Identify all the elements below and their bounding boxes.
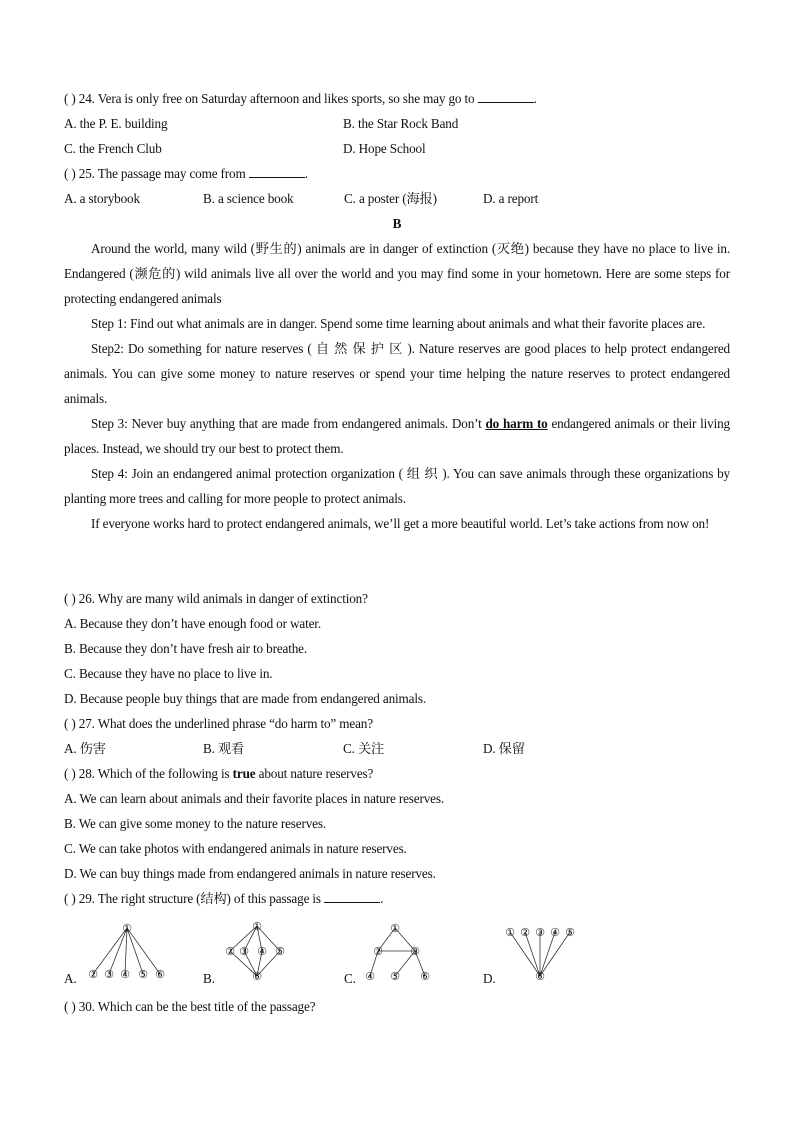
question-stem: 29. The right structure (结构) of this passage is	[75, 891, 325, 906]
structure-diagram-d[interactable]	[500, 920, 584, 986]
node-label: ⑤	[275, 945, 285, 958]
answer-paren[interactable]: ( )	[64, 91, 76, 106]
answer-paren[interactable]: ( )	[64, 891, 76, 906]
question-27	[64, 715, 373, 733]
passage-paragraph-4	[64, 411, 730, 461]
question-stem-end: about nature reserves?	[255, 766, 374, 781]
option-d: D. a report	[483, 191, 539, 206]
node-label: ⑥	[252, 970, 262, 983]
option-c: C. We can take photos with endangered animals in nature reserves.	[64, 841, 407, 856]
answer-paren[interactable]: ( )	[64, 716, 76, 731]
node-label: ③	[104, 968, 114, 981]
paragraph-text: Step 3: Never buy anything that are made from endangered animals. Don’t	[91, 416, 486, 431]
option-a: A. We can learn about animals and their favorite places in nature reserves.	[64, 791, 444, 806]
option-c: C. 关注	[343, 741, 385, 756]
question-stem: 30. Which can be the best title of the passage?	[75, 999, 316, 1014]
paragraph-text: endangered animals or their living places. Instead, we should try our best to protect them.	[64, 416, 730, 456]
node-label: ②	[373, 945, 383, 958]
node-label: ①	[252, 920, 262, 933]
passage	[64, 236, 730, 536]
node-label: ①	[505, 926, 515, 939]
option-b-letter: B.	[203, 971, 215, 986]
option-a: A. 伤害	[64, 741, 106, 756]
option-c: C. Because they have no place to live in.	[64, 666, 273, 681]
section-title: B	[392, 216, 402, 231]
option-b: B. Because they don’t have fresh air to breathe.	[64, 641, 308, 656]
node-label: ③	[239, 945, 249, 958]
node-label: ②	[225, 945, 235, 958]
question-stem: 25. The passage may come from	[75, 166, 249, 181]
question-stem: 28. Which of the following is	[75, 766, 233, 781]
passage-paragraph-2: Step 1: Find out what animals are in danger. Spend some time learning about animals and what their favorite places are.	[91, 316, 706, 331]
question-stem: 26. Why are many wild animals in danger of extinction?	[75, 591, 368, 606]
option-a: A. the P. E. building	[64, 116, 168, 131]
node-label: ③	[535, 926, 545, 939]
node-label: ④	[257, 945, 267, 958]
question-25	[64, 165, 308, 183]
answer-blank[interactable]	[324, 890, 380, 903]
option-c-letter: C.	[344, 971, 356, 986]
node-label: ⑥	[155, 968, 165, 981]
node-label: ④	[550, 926, 560, 939]
option-b: B. 观看	[203, 741, 245, 756]
structure-diagram-b[interactable]	[220, 916, 294, 986]
node-label: ⑥	[420, 970, 430, 983]
passage-paragraph-5: Step 4: Join an endangered animal protection organization ( 组 织 ). You can save animals through these organizations by planting more trees and calling for more people to protect animals.	[64, 466, 730, 506]
node-label: ①	[122, 922, 132, 935]
answer-blank[interactable]	[478, 90, 534, 103]
node-label: ④	[120, 968, 130, 981]
option-d: D. Because people buy things that are made from endangered animals.	[64, 691, 427, 706]
option-b: B. We can give some money to the nature reserves.	[64, 816, 326, 831]
passage-paragraph-6: If everyone works hard to protect endangered animals, we’ll get a more beautiful world. Let’s take actions from now on!	[91, 516, 710, 531]
question-end: .	[380, 891, 384, 906]
node-label: ④	[365, 970, 375, 983]
passage-paragraph-3: Step2: Do something for nature reserves ( 自 然 保 护 区 ). Nature reserves are good places to help protect endangered animals. You can give some money to nature reserves or spend your time helping the nature reserves to protect endangered animals.	[64, 341, 730, 406]
option-d: D. 保留	[483, 741, 525, 756]
question-29	[64, 890, 383, 908]
node-label: ②	[88, 968, 98, 981]
question-stem: 27. What does the underlined phrase “do harm to” mean?	[75, 716, 373, 731]
node-label: ③	[410, 945, 420, 958]
option-d: D. We can buy things made from endangered animals in nature reserves.	[64, 866, 436, 881]
structure-diagram-c[interactable]	[360, 916, 440, 986]
node-label: ⑤	[138, 968, 148, 981]
structure-diagram-a[interactable]	[82, 916, 172, 986]
answer-paren[interactable]: ( )	[64, 166, 76, 181]
option-a-letter: A.	[64, 971, 77, 986]
question-30	[64, 998, 315, 1016]
answer-blank[interactable]	[249, 165, 305, 178]
underlined-phrase: do harm to	[485, 416, 548, 431]
answer-paren[interactable]: ( )	[64, 999, 76, 1014]
option-a: A. Because they don’t have enough food or water.	[64, 616, 321, 631]
answer-paren[interactable]: ( )	[64, 766, 76, 781]
question-28	[64, 765, 373, 783]
node-label: ⑤	[565, 926, 575, 939]
node-label: ①	[390, 922, 400, 935]
question-24	[64, 90, 537, 108]
answer-paren[interactable]: ( )	[64, 591, 76, 606]
option-c: C. a poster (海报)	[344, 191, 437, 206]
emphasis-true: true	[232, 766, 256, 781]
passage-paragraph-1: Around the world, many wild (野生的) animals are in danger of extinction (灭绝) because they have no place to live in. Endangered (濒危的) wild animals live all over the world and you may find some in your hometown. Here are some steps for protecting endangered animals	[64, 241, 730, 306]
node-label: ②	[520, 926, 530, 939]
option-d: D. Hope School	[343, 141, 426, 156]
node-label: ⑤	[390, 970, 400, 983]
option-d-letter: D.	[483, 971, 496, 986]
question-end: .	[533, 91, 537, 106]
option-c: C. the French Club	[64, 141, 162, 156]
option-b: B. a science book	[203, 191, 294, 206]
question-26	[64, 590, 368, 608]
option-b: B. the Star Rock Band	[343, 116, 459, 131]
question-stem: 24. Vera is only free on Saturday afternoon and likes sports, so she may go to	[75, 91, 478, 106]
option-a: A. a storybook	[64, 191, 140, 206]
node-label: ⑥	[535, 970, 545, 983]
question-end: .	[304, 166, 308, 181]
